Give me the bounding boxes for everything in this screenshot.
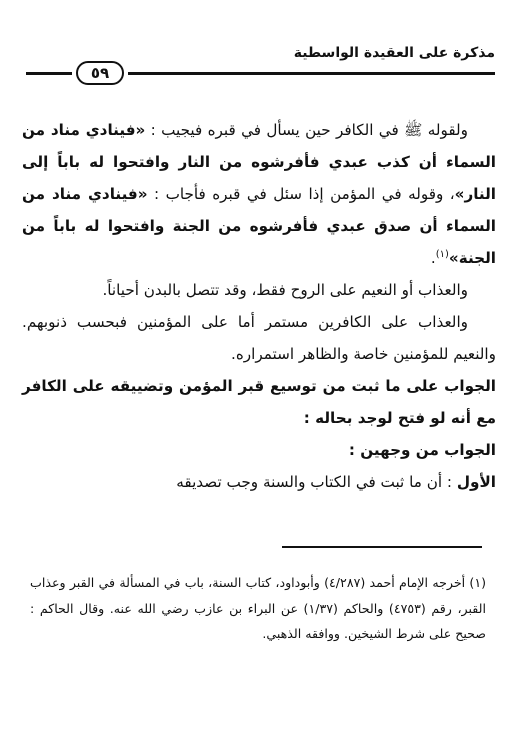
answer-first xyxy=(22,466,496,498)
paragraph-duration: والعذاب على الكافرين مستمر أما على المؤمنين فبحسب ذنوبهم. والنعيم للمؤمنين خاصة والظاهر استمراره. xyxy=(22,313,496,363)
footnote-divider xyxy=(282,546,482,548)
paragraph-soul: والعذاب أو النعيم على الروح فقط، وقد تتصل بالبدن أحياناً. xyxy=(102,281,468,299)
hadith-connector: ، وقوله في المؤمن إذا سئل في قبره فأجاب : xyxy=(147,185,455,203)
question-heading: الجواب على ما ثبت من توسيع قبر المؤمن وتضييقه على الكافر مع أنه لو فتح لوجد بحاله : xyxy=(22,377,496,427)
footnote-number: (١) xyxy=(469,575,486,590)
main-text xyxy=(22,114,496,498)
hadith-intro: ولقوله ﷺ في الكافر حين يسأل في قبره فيجيب : xyxy=(145,121,468,139)
hadith-quote-kafir: «فينادي مناد من السماء أن كذب عبدي فأفرشوه من النار وافتحوا له باباً إلى النار» xyxy=(22,121,497,203)
answer-first-label: الأول xyxy=(456,473,496,491)
page-number: ٥٩ xyxy=(76,61,124,85)
footnote-text: أخرجه الإمام أحمد (٤/٢٨٧) وأبوداود، كتاب السنة، باب في المسألة في القبر وعذاب القبر، رقم (٤٧٥٣) والحاكم (١/٣٧) عن البراء بن عازب رضي الله عنه. وقال الحاكم : صحيح على شرط الشيخين. ووافقه الذهبي. xyxy=(30,575,486,641)
header-rule-short xyxy=(26,72,72,75)
footnote xyxy=(30,570,486,647)
paragraph-hadith xyxy=(22,114,496,274)
hadith-quote-mumin: «فينادي مناد من السماء أن صدق عبدي فأفرشوه من الجنة وافتحوا له باباً من الجنة» xyxy=(22,185,496,267)
header-rule xyxy=(128,72,495,75)
answer-first-text: : أن ما ثبت في الكتاب والسنة وجب تصديقه xyxy=(176,473,457,491)
running-header-title: مذكرة على العقيدة الواسطية xyxy=(293,45,495,61)
footnote-ref: (١) xyxy=(435,248,449,260)
answer-heading: الجواب من وجهين : xyxy=(348,441,496,459)
hadith-end: . xyxy=(430,249,436,267)
